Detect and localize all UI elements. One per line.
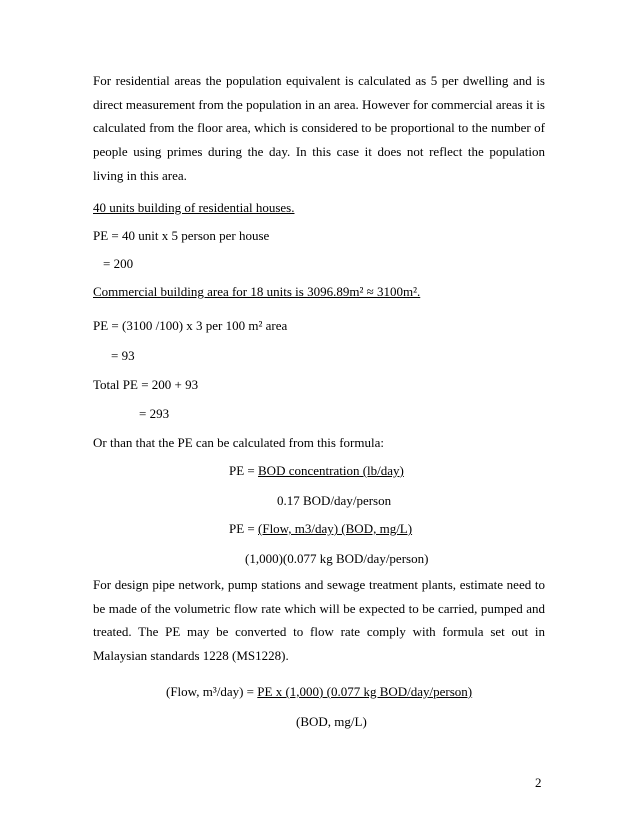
formula1-equation (229, 463, 404, 479)
formula1-numerator: BOD concentration (lb/day) (258, 463, 404, 478)
total-pe-result: = 293 (139, 406, 170, 421)
residential-heading: 40 units building of residential houses. (93, 200, 295, 215)
design-paragraph: For design pipe network, pump stations and sewage treatment plants, estimate need to be made of the volumetric flow rate which will be expected to be carried, pumped and treated. The PE may be converted to flow rate comply with formula set out in Malaysian standards 1228 (MS1228). (93, 577, 545, 664)
intro-paragraph: For residential areas the population equivalent is calculated as 5 per dwelling and is direct measurement from the population in an area. However for commercial areas it is calculated from the floor area, which is considered to be proportional to the number of people using primes during the day. In this case it does not reflect the population living in this area. (93, 73, 545, 183)
formula3-denominator: (BOD, mg/L) (296, 714, 367, 729)
commercial-pe-line: PE = (3100 /100) x 3 per 100 m² area (93, 318, 288, 333)
formula3-equation (166, 684, 472, 700)
total-pe-line: Total PE = 200 + 93 (93, 377, 199, 392)
residential-pe-line: PE = 40 unit x 5 person per house (93, 228, 270, 243)
formula2-numerator: (Flow, m3/day) (BOD, mg/L) (258, 521, 413, 536)
commercial-heading: Commercial building area for 18 units is 3096.89m² ≈ 3100m². (93, 284, 421, 299)
formula2-lhs: PE = (229, 521, 259, 536)
formula3-numerator: PE x (1,000) (0.077 kg BOD/day/person) (257, 684, 473, 699)
formula1-denominator: 0.17 BOD/day/person (277, 493, 392, 508)
formula-intro: Or than that the PE can be calculated from this formula: (93, 435, 384, 450)
formula2-equation (229, 521, 412, 537)
residential-pe-result: = 200 (103, 256, 134, 271)
formula2-denominator: (1,000)(0.077 kg BOD/day/person) (245, 551, 429, 566)
formula3-lhs: (Flow, m³/day) = (166, 684, 258, 699)
commercial-pe-result: = 93 (111, 348, 135, 363)
formula1-lhs: PE = (229, 463, 259, 478)
page-number: 2 (535, 775, 542, 790)
